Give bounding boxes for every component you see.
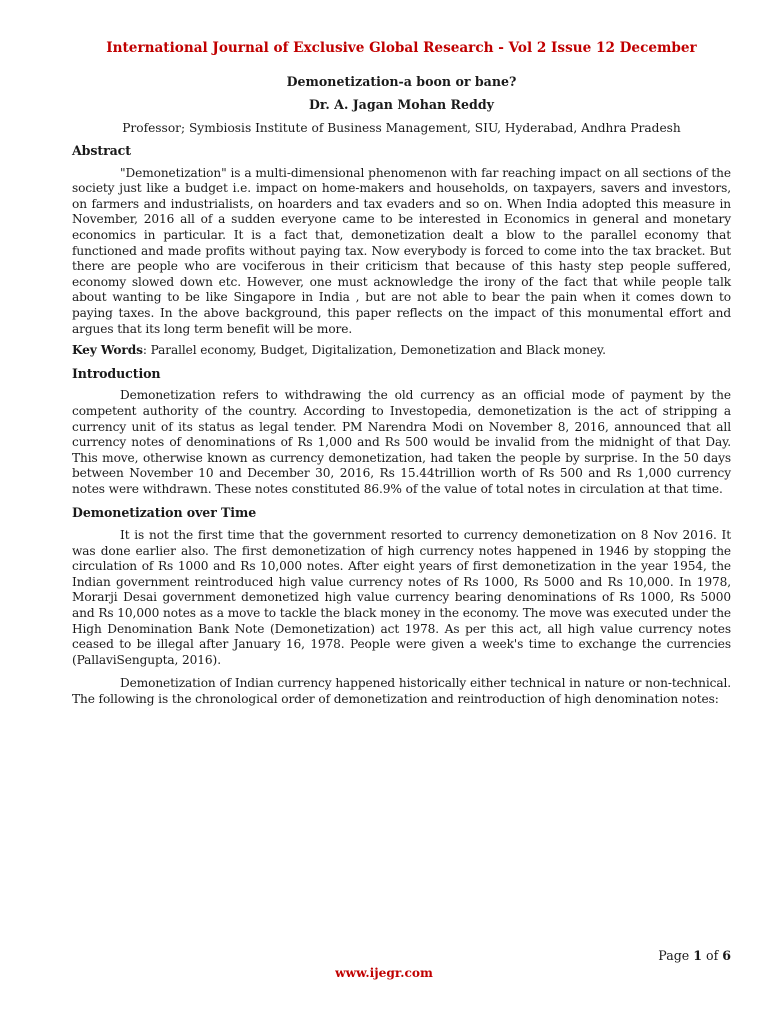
paper-author: Dr. A. Jagan Mohan Reddy <box>309 97 494 112</box>
abstract-heading: Abstract <box>72 143 131 158</box>
over-time-paragraph: It is not the first time that the government resorted to currency demonetization on 8 Nov 2016. It was done earlier also. The first demonetization of high currency notes happened in 1946 by stopping the circulation of Rs 1000 and Rs 10,000 notes. After eight years of first demonetization in the year 1954, the Indian government reintroduced high value currency notes of Rs 1000, Rs 5000 and Rs 10,000. In 1978, Morarji Desai government demonetized high value currency bearing denominations of Rs 1000, Rs 5000 and Rs 10,000 notes as a move to tackle the black money in the economy. The move was executed under the High Denomination Bank Note (Demonetization) act 1978. As per this act, all high value currency notes ceased to be illegal after January 16, 1978. People were given a week's time to exchange the currencies (PallaviSengupta, 2016). <box>72 528 731 667</box>
over-time-heading: Demonetization over Time <box>72 505 257 521</box>
author-affiliation: Professor; Symbiosis Institute of Business Management, SIU, Hyderabad, Andhra Pradesh <box>122 121 681 135</box>
history-paragraph: Demonetization of Indian currency happened historically either technical in nature or non-technical. The following is the chronological order of demonetization and reintroduction of high denomination notes: <box>72 676 731 706</box>
page-number <box>658 948 731 963</box>
page-current: 1 <box>693 948 702 963</box>
journal-url-link[interactable]: www.ijegr.com <box>335 966 433 980</box>
page-total: 6 <box>722 948 731 963</box>
paper-body <box>72 143 731 708</box>
abstract-paragraph: "Demonetization" is a multi-dimensional phenomenon with far reaching impact on all sections of the society just like a budget i.e. impact on home-makers and households, on taxpayers, savers and investors, on farmers and industrialists, on hoarders and tax evaders and so on. When India adopted this measure in November, 2016 all of a sudden everyone came to be interested in Economics in general and monetary economics in particular. It is a fact that, demonetization dealt a blow to the parallel economy that functioned and made profits without paying tax. Now everybody is forced to come into the tax bracket. But there are people who are vociferous in their criticism that because of this hasty step people suffered, economy slowed down etc. However, one must acknowledge the irony of the fact that while people talk about wanting to be like Singapore in India , but are not able to bear the pain when it comes down to paying taxes. In the above background, this paper reflects on the impact of this monumental effort and argues that its long term benefit will be more. <box>72 165 731 336</box>
keywords-label: Key Words <box>72 343 143 358</box>
introduction-heading: Introduction <box>72 365 161 381</box>
paper-title: Demonetization-a boon or bane? <box>286 74 517 89</box>
keywords-text: : Parallel economy, Budget, Digitalization, Demonetization and Black money. <box>142 343 606 358</box>
keywords-line <box>72 343 731 359</box>
introduction-paragraph: Demonetization refers to withdrawing the old currency as an official mode of payment by the competent authority of the country. According to Investopedia, demonetization is the act of stripping a currency unit of its status as legal tender. PM Narendra Modi on November 8, 2016, announced that all currency notes of denominations of Rs 1,000 and Rs 500 would be invalid from the midnight of that Day. This move, otherwise known as currency demonetization, had taken the people by surprise. In the 50 days between November 10 and December 30, 2016, Rs 15.44trillion worth of Rs 500 and Rs 1,000 currency notes were withdrawn. These notes constituted 86.9% of the value of total notes in circulation at that time. <box>72 388 731 496</box>
page-prefix: Page <box>658 948 694 963</box>
journal-header: International Journal of Exclusive Global Research - Vol 2 Issue 12 December <box>106 40 697 56</box>
page-of: of <box>701 948 723 963</box>
